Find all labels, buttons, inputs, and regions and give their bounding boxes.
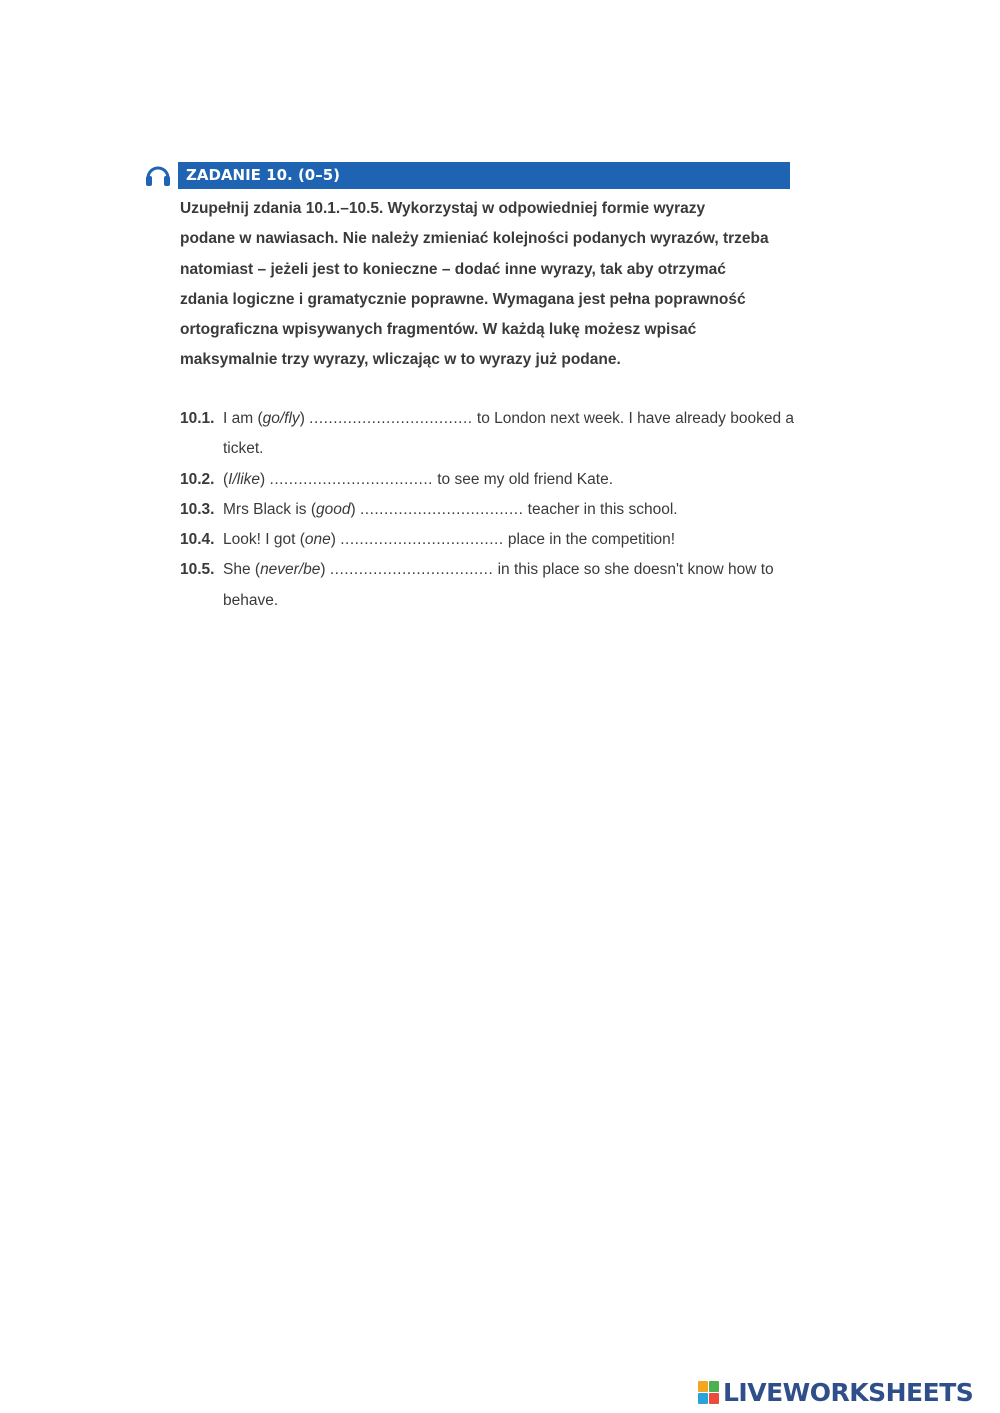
instruction-line: ortograficzna wpisywanych fragmentów. W każdą lukę możesz wpisać	[180, 321, 697, 339]
item-text: )	[350, 500, 360, 518]
item-text: (	[223, 470, 229, 488]
item-hint: go/fly	[262, 410, 300, 427]
item-text: I am (	[223, 410, 263, 427]
answer-blank[interactable]: ..................................	[309, 410, 473, 427]
item-text: )	[330, 531, 341, 549]
item-text: place in the competition!	[503, 531, 676, 549]
item-hint: I/like	[228, 470, 261, 488]
item-text: to see my old friend Kate.	[432, 470, 614, 488]
item-text: teacher in this school.	[523, 500, 678, 518]
headphones-icon	[144, 161, 172, 189]
instruction-line: natomiast – jeżeli jest to konieczne – dodać inne wyrazy, tak aby otrzymać	[180, 260, 726, 278]
exercise-item	[180, 495, 795, 525]
exercise-item	[180, 555, 795, 616]
instruction-line: podane w nawiasach. Nie należy zmieniać kolejności podanych wyrazów, trzeba	[180, 230, 769, 248]
item-number: 10.2.	[180, 470, 215, 488]
task-title: ZADANIE 10. (0–5)	[178, 162, 790, 189]
instruction-line: Uzupełnij zdania 10.1.–10.5. Wykorzystaj w odpowiedniej formie wyrazy	[180, 200, 706, 217]
instruction-line: maksymalnie trzy wyrazy, wliczając w to wyrazy już podane.	[180, 351, 621, 369]
item-hint: never/be	[260, 561, 321, 579]
logo-mark-icon	[698, 1381, 720, 1405]
item-hint: one	[304, 531, 331, 549]
brand-name: LIVEWORKSHEETS	[723, 1378, 974, 1407]
exercise-item	[180, 465, 795, 495]
answer-blank[interactable]: ..................................	[359, 500, 524, 518]
exercise-item	[180, 525, 795, 555]
exercise-item	[180, 404, 795, 465]
item-number: 10.1.	[180, 410, 215, 427]
item-text: )	[299, 410, 310, 427]
item-hint: good	[316, 500, 351, 518]
item-text: Mrs Black is (	[223, 500, 316, 518]
item-text: She (	[223, 561, 261, 579]
answer-blank[interactable]: ..................................	[340, 531, 504, 549]
answer-blank[interactable]: ..................................	[329, 561, 494, 579]
item-text: in this place so she doesn't know how to behave.	[223, 561, 774, 609]
instruction-line: zdania logiczne i gramatycznie poprawne. Wymagana jest pełna poprawność	[180, 290, 746, 308]
item-number: 10.3.	[180, 500, 215, 518]
item-text: to London next week. I have already booked a ticket.	[223, 410, 794, 458]
item-text: Look! I got (	[223, 531, 305, 549]
item-number: 10.5.	[180, 561, 215, 579]
item-text: )	[320, 561, 330, 579]
item-number: 10.4.	[180, 531, 215, 549]
item-text: )	[260, 470, 270, 488]
task-instructions	[180, 194, 792, 376]
exercise-items	[180, 404, 795, 616]
liveworksheets-logo	[698, 1378, 994, 1408]
answer-blank[interactable]: ..................................	[269, 470, 433, 488]
